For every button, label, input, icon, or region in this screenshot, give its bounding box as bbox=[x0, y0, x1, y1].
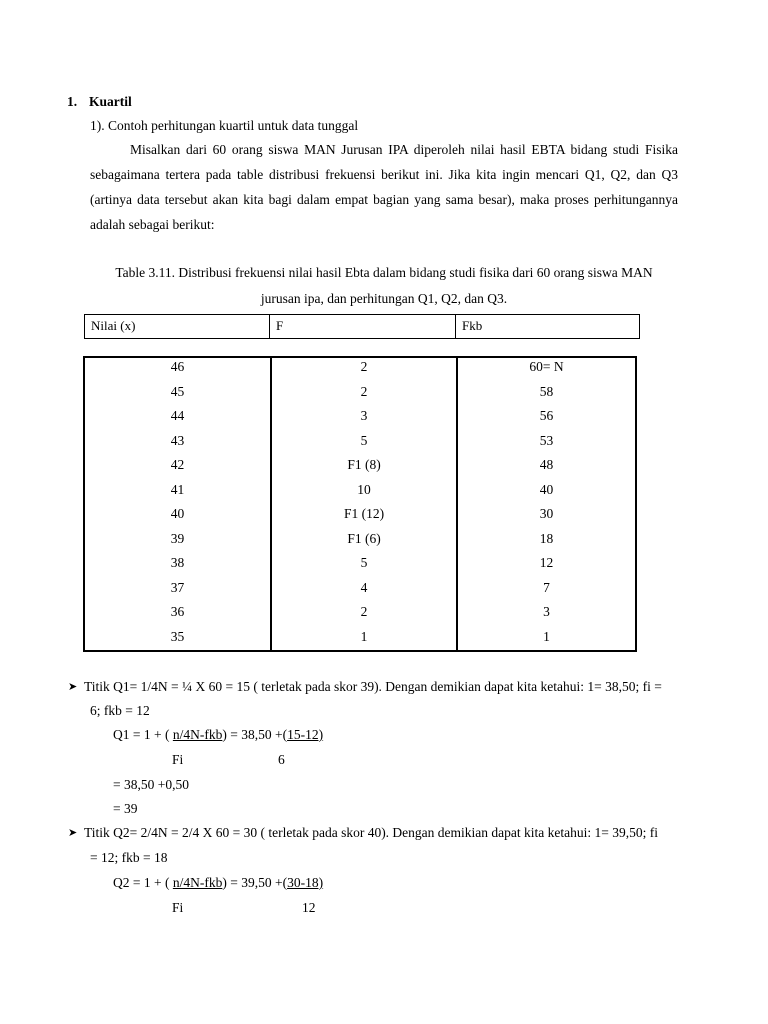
column-f bbox=[270, 358, 456, 650]
table-caption-line1: Table 3.11. Distribusi frekuensi nilai hasil Ebta dalam bidang studi fisika dari 60 orang siswa MAN bbox=[115, 265, 653, 280]
column-fkb bbox=[456, 358, 635, 650]
cell-nilai: 35 bbox=[170, 628, 185, 644]
table-header bbox=[84, 314, 640, 339]
cell-fkb: 58 bbox=[539, 383, 554, 399]
q2-denom-label: Fi bbox=[172, 900, 184, 915]
q2-formula bbox=[113, 876, 323, 890]
cell-fkb: 48 bbox=[539, 457, 554, 472]
q1-formula bbox=[113, 728, 323, 742]
header-f: F bbox=[269, 315, 455, 338]
table-caption-line2: jurusan ipa, dan perhitungan Q1, Q2, dan Q3. bbox=[260, 291, 508, 306]
q1-line2: 6; fkb = 12 bbox=[90, 703, 150, 718]
cell-nilai: 37 bbox=[170, 579, 185, 595]
cell-fkb: 56 bbox=[539, 408, 554, 423]
column-nilai bbox=[85, 358, 270, 650]
cell-nilai: 42 bbox=[170, 457, 185, 472]
cell-nilai: 39 bbox=[170, 530, 185, 546]
section-subtitle: 1). Contoh perhitungan kuartil untuk data tunggal bbox=[90, 118, 359, 133]
q2-formula-prefix: Q2 = 1 + ( bbox=[113, 875, 173, 890]
header-fkb: Fkb bbox=[455, 315, 639, 338]
q1-formula-prefix: Q1 = 1 + ( bbox=[113, 727, 173, 742]
cell-f: 10 bbox=[357, 481, 371, 497]
q1-result2: = 39 bbox=[113, 801, 138, 816]
cell-fkb: 53 bbox=[539, 432, 554, 448]
q1-bullet-icon: ➤ bbox=[68, 680, 78, 693]
q2-line1: Titik Q2= 2/4N = 2/4 X 60 = 30 ( terletak pada skor 40). Dengan demikian dapat kita ketahui: 1= 39,50; fi bbox=[84, 825, 658, 840]
data-table bbox=[83, 356, 637, 652]
cell-fkb: 1 bbox=[543, 628, 550, 644]
cell-nilai: 36 bbox=[170, 604, 185, 619]
cell-nilai: 41 bbox=[170, 481, 185, 497]
q1-formula-num: n/4N-fkb bbox=[172, 727, 223, 742]
cell-f: 2 bbox=[360, 383, 368, 399]
cell-f: F1 (6) bbox=[347, 530, 381, 546]
cell-fkb: 3 bbox=[543, 604, 550, 619]
header-nilai: Nilai (x) bbox=[91, 318, 136, 333]
q2-denom-value: 12 bbox=[302, 900, 316, 915]
cell-f: 2 bbox=[360, 359, 368, 374]
cell-f: F1 (12) bbox=[343, 506, 385, 521]
cell-f: 5 bbox=[360, 555, 368, 570]
cell-nilai: 44 bbox=[170, 408, 185, 423]
section-title: Kuartil bbox=[89, 94, 132, 109]
intro-paragraph-text: Misalkan dari 60 orang siswa MAN Jurusan IPA diperoleh nilai hasil EBTA bidang studi Fisika sebagaimana tertera pada table distribusi frekuensi berikut ini. Jika kita ingin mencari Q1, Q2, dan Q3 (artinya data tersebut akan kita bagi dalam empat bagian yang sama besar), maka proses perhitungannya adalah sebagai berikut: bbox=[90, 142, 678, 232]
q2-line2: = 12; fkb = 18 bbox=[90, 850, 168, 865]
cell-f: 1 bbox=[360, 628, 368, 644]
cell-fkb: 12 bbox=[539, 555, 554, 570]
cell-f: 2 bbox=[360, 604, 368, 619]
cell-f: F1 (8) bbox=[347, 457, 381, 472]
cell-f: 4 bbox=[360, 579, 368, 595]
cell-fkb: 7 bbox=[543, 579, 550, 595]
q1-denom-value: 6 bbox=[278, 752, 285, 767]
cell-nilai: 43 bbox=[170, 432, 185, 448]
cell-nilai: 46 bbox=[170, 359, 185, 374]
cell-fkb: 30 bbox=[539, 506, 554, 521]
q2-bullet-icon: ➤ bbox=[68, 826, 78, 839]
cell-fkb: 18 bbox=[539, 530, 554, 546]
q1-formula-mid: ) = 38,50 +( bbox=[222, 727, 288, 742]
q1-formula-num2: 15-12) bbox=[287, 727, 324, 742]
q1-line1: Titik Q1= 1/4N = ¼ X 60 = 15 ( terletak pada skor 39). Dengan demikian dapat kita ketahui: 1= 38,50; fi = bbox=[84, 679, 662, 694]
q1-denom-label: Fi bbox=[172, 752, 184, 767]
cell-f: 5 bbox=[360, 432, 368, 448]
q2-formula-mid: ) = 39,50 +( bbox=[222, 875, 288, 890]
cell-nilai: 38 bbox=[170, 555, 185, 570]
cell-f: 3 bbox=[360, 408, 368, 423]
cell-fkb: 60= N bbox=[529, 359, 564, 374]
intro-paragraph bbox=[90, 137, 678, 237]
q2-formula-num2: 30-18) bbox=[287, 875, 324, 890]
section-number: 1. bbox=[67, 94, 78, 109]
cell-fkb: 40 bbox=[539, 481, 554, 497]
q2-formula-num: n/4N-fkb bbox=[172, 875, 223, 890]
cell-nilai: 40 bbox=[170, 506, 185, 521]
q1-result1: = 38,50 +0,50 bbox=[113, 777, 189, 792]
cell-nilai: 45 bbox=[170, 383, 185, 399]
